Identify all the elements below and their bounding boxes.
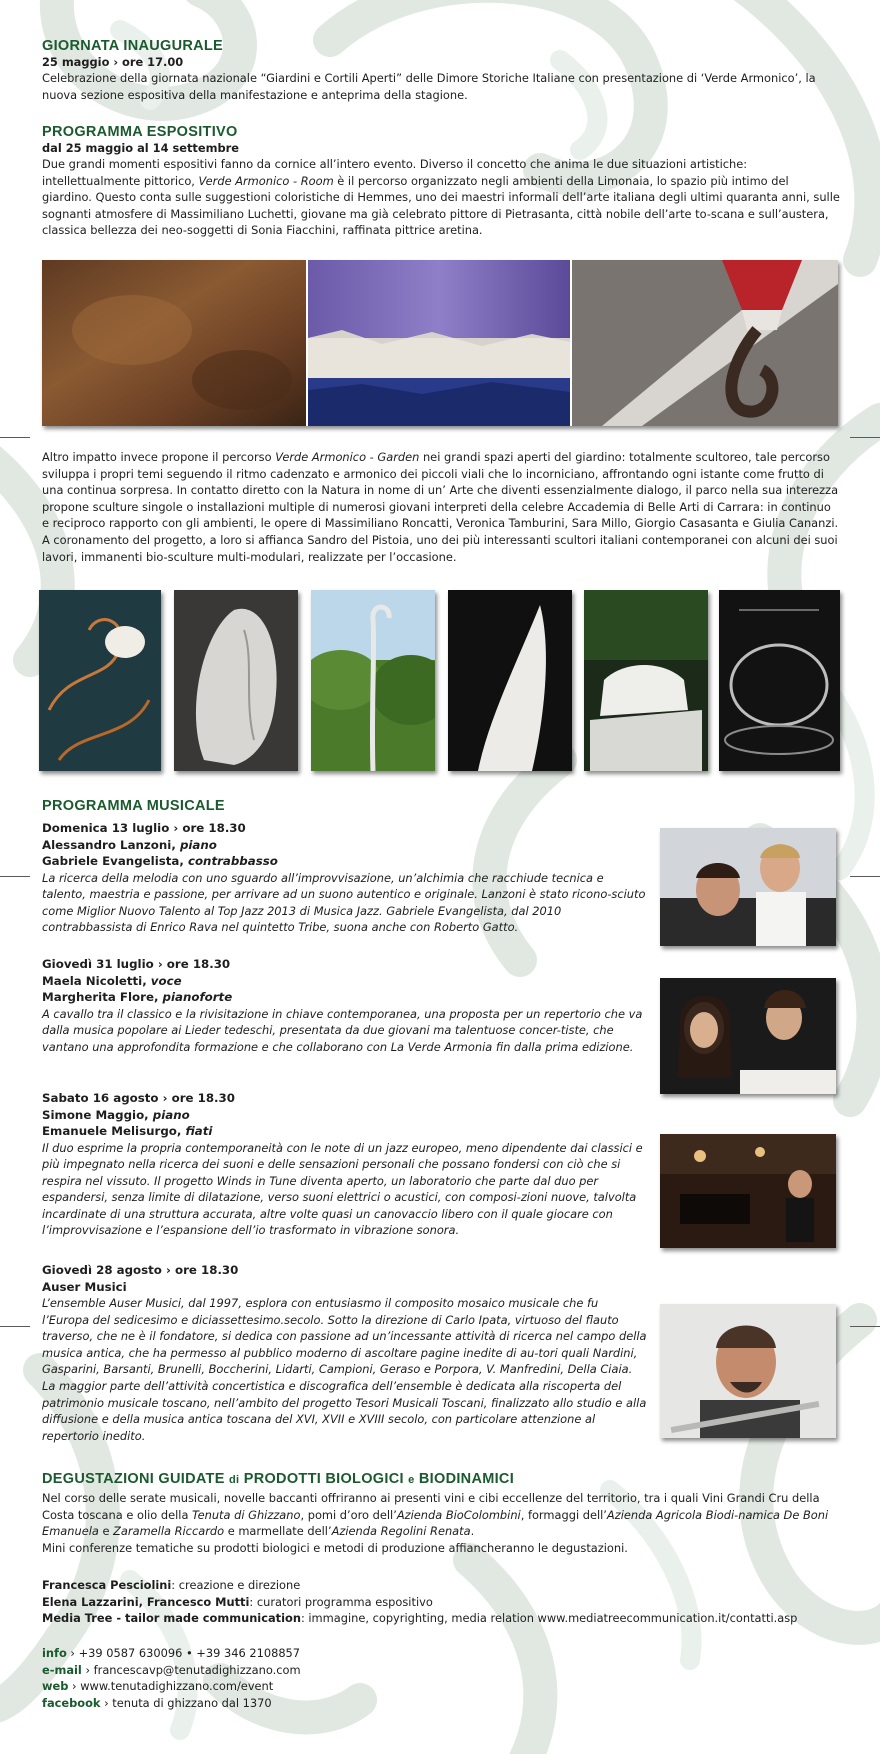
music-event-4 [42,1262,648,1444]
italic-text: Azienda Agricola Biodi-namica De Boni Emanuela [42,1507,829,1539]
event-title-line [42,820,648,837]
italic-text: Tenuta di Ghizzano [192,1507,301,1522]
contact-value[interactable]: › www.tenutadighizzano.com/event [68,1679,274,1693]
italic-text: piano [152,1107,190,1122]
tasting-text-conferences: Mini conferenze tematiche su prodotti biologici e metodi di produzione affiancheranno le degustazioni. [42,1540,628,1555]
section-text: Celebrazione della giornata nazionale “Giardini e Cortili Aperti” delle Dimore Storiche Italiane con presentazione di ‘Verde Armonico’, la nuova sezione espositiva della manifestazione e anteprima della stagione. [42,71,816,102]
music-event-2 [42,956,648,1055]
small-text: e [408,1474,415,1486]
text-segment: Auser Musici [42,1279,127,1294]
event-title-line [42,956,648,973]
text-segment: Giovedì 28 agosto › ore 18.30 [42,1263,239,1277]
margin-separator [850,437,880,438]
section-heading [42,1471,842,1487]
event-photo-nicoletti-flore [660,978,836,1094]
music-event-1 [42,820,648,936]
contact-label: e-mail [42,1662,82,1677]
text-segment: , formaggi dell’ [520,1507,607,1522]
sculpture-photo-6 [719,590,840,771]
contact-label: facebook [42,1695,101,1710]
contact-value[interactable]: › francescavp@tenutadighizzano.com [81,1662,301,1677]
exhibition-paragraph-room [42,156,840,239]
contact-value[interactable]: › tenuta di ghizzano dal 1370 [100,1695,272,1710]
tasting-text [42,1490,842,1540]
exhibition-dates: dal 25 maggio al 14 settembre [42,141,239,155]
sculpture-photo-3 [311,590,435,771]
margin-separator [0,1326,30,1327]
event-description [42,870,648,936]
italic-text: Azienda Regolini Renata [331,1524,471,1539]
tasting-section [42,1471,842,1556]
event-description [42,1140,648,1240]
credit-role: : immagine, copyrighting, media relation www.mediatreecommunication.it/contatti.asp [300,1611,798,1626]
event-performer [42,1123,648,1140]
italic-text: voce [150,973,182,988]
text-segment: Domenica 13 luglio › ore 18.30 [42,821,246,835]
italic-text: Zaramella Riccardo [113,1524,225,1539]
text-segment: e marmellate dell’ [224,1524,332,1539]
contact-value: › +39 0587 630096 • +39 346 2108857 [66,1646,301,1660]
event-title-line [42,1262,648,1279]
contact-label: web [42,1679,69,1693]
event-performer [42,853,648,870]
text-segment: Sabato 16 agosto › ore 18.30 [42,1091,235,1105]
credit-line [42,1594,842,1611]
text-segment: Simone Maggio, [42,1107,153,1122]
event-description [42,1006,648,1056]
event-performer [42,973,648,990]
sculpture-photo-2 [174,590,298,771]
painting-hemmes-image [42,260,306,426]
event-title-line [42,1090,648,1107]
credits-block [42,1577,842,1627]
text-segment: Giovedì 31 luglio › ore 18.30 [42,957,231,971]
text-segment: PRODOTTI BIOLOGICI [239,1471,409,1487]
italic-text: Verde Armonico - Room [198,173,334,188]
text-segment: DEGUSTAZIONI GUIDATE [42,1471,230,1487]
text-segment: L’ensemble Auser Musici, dal 1997, esplora con entusiasmo il composito mosaico musicale che fu l’Europa del sedicesimo e diciassettesimo.secolo. Sotto la direzione di Carlo Ipata, virtuoso del flauto traverso, che ne è il fondatore, si dedica con passione ad un’incessante attività di ricerca nel campo della musica antica, che ha permesso al pubblico moderno di ascoltare pagine inedite di au-tori quali Nardini, Gasparini, Barsanti, Brunelli, Boccherini, Lidarti, Campioni, Geraso e Porpora, V. Manfredini, Della Ciaia. La maggior parte dell’attività concertistica e discografica dell’ensemble è dedicata alla riscoperta del patrimonio musicale toscano, nell’ambito del progetto Tesori Musicali Toscani, finalizzato allo studio e alla diffusione e della musica antica toscana del XVI, XVII e XVIII secolo, con particolare attenzione al repertorio inedito. [42,1296,647,1443]
italic-text: pianoforte [162,990,233,1004]
section-heading: PROGRAMMA ESPOSITIVO [42,124,238,140]
section-heading: PROGRAMMA MUSICALE [42,798,225,814]
exhibition-paragraph-garden [42,449,840,565]
credit-name: Elena Lazzarini, Francesco Mutti [42,1594,250,1609]
event-performer [42,1107,648,1124]
text-segment: Gabriele Evangelista, [42,854,188,868]
small-text: di [229,1474,240,1486]
margin-separator [0,437,30,438]
text-segment: BIODINAMICI [414,1471,515,1487]
text-segment: è il percorso organizzato negli ambienti della Limonaia, lo spazio più intimo del giardino. Questo conta sulle suggestioni coloristiche di Hemmes, uno dei maestri informali dell’arte italiana degli ultimi quaranta anni, sulle sognanti atmosfere di Massimiliano Luchetti, giovane ma già celebrato pittore di Pietrasanta, città nobile dell’arte to-scana e sull’austera, classica bellezza dei neo-soggetti di Sonia Fiacchini, raffinata pittrice aretina. [42,173,840,238]
text-segment: e [98,1524,114,1539]
italic-text: Verde Armonico - Garden [275,450,420,464]
credit-line [42,1610,842,1627]
event-photo-lanzoni-evangelista [660,828,836,946]
credit-name: Francesca Pesciolini [42,1578,172,1592]
italic-text: fiati [185,1124,213,1138]
text-segment: Margherita Flore, [42,990,163,1004]
credit-name: Media Tree - tailor made communication [42,1611,301,1626]
text-segment: , pomi d’oro dell’ [300,1507,397,1522]
exhibition-section [42,124,840,239]
section-heading: GIORNATA INAUGURALE [42,38,224,54]
event-description [42,1295,648,1444]
music-event-3 [42,1090,648,1239]
inaugural-section [42,38,838,103]
text-segment: . [470,1524,475,1539]
sculpture-photo-4 [448,590,572,771]
event-photo-auser-musici [660,1304,836,1438]
margin-separator [850,1326,880,1327]
credit-line [42,1577,842,1594]
text-segment: Altro impatto invece propone il percorso [42,450,276,464]
text-segment: Maela Nicoletti, [42,973,151,988]
painting-fiacchini-image [572,260,838,426]
italic-text: piano [179,837,217,852]
text-segment: Emanuele Melisurgo, [42,1124,186,1138]
text-segment: Nel corso delle serate musicali, novelle baccanti offriranno ai presenti vini e cibi eccellenze del territorio, tra i quali Vini Grandi Cru della Costa toscana e olio della [42,1491,820,1522]
contact-label: info [42,1646,67,1660]
contact-email[interactable] [42,1662,642,1679]
text-segment: nei grandi spazi aperti del giardino: totalmente scultoreo, tale percorso sviluppa i propri temi seguendo il ritmo cadenzato e armonico dei piccoli viali che lo incorniciano, affrontando ogni istante come frutto di una continua sorpresa. In contatto diretto con la Natura in nome di un’ Arte che diventi essenzialmente dialogo, il parco nella sua interezza propone sculture singole o installazioni multiple di numerosi giovani interpreti della celebre Accademia di Belle Arti di Carrara: in continuo e reciproco rapporto con gli ambienti, le opere di Massimiliano Roncatti, Veronica Tamburini, Sara Millo, Giorgio Casasanta e Giulia Cananzi. A coronamento del progetto, a loro si affianca Sandro del Pistoia, uno dei più interessanti scultori italiani contemporanei con alcuni dei suoi lavori, immanenti bio-sculture multi-modulari, realizzate per l’occasione. [42,450,839,564]
text-segment: Alessandro Lanzoni, [42,837,180,852]
event-performer [42,989,648,1006]
credit-role: : curatori programma espositivo [249,1594,433,1609]
contacts-block [42,1645,642,1711]
sculpture-photo-1 [39,590,161,771]
margin-separator [0,876,30,877]
italic-text: Azienda BioColombini [396,1507,521,1522]
event-performer [42,837,648,854]
contact-info [42,1645,642,1662]
italic-text: contrabbasso [187,854,278,868]
text-segment: Il duo esprime la propria contemporaneità con le note di un jazz europeo, meno dipendente dai classici e più impegnato nella ricerca dei suoni e delle sensazioni personali che possano fondersi con ciò che si respira nel vissuto. Il progetto Winds in Tune diventa aperto, un laboratorio che parte dal duo per espandersi, senza limite di dilatazione, verso suoni elettrici o acustici, con composi-zioni nuove, talvolta incardinate di una struttura accurata, altre volte quasi un canovaccio libero con il quale giocare con l’improvvisazione e l’espansione dell’io trasformato in vibrazione sonora. [42,1140,643,1238]
contact-web[interactable] [42,1678,642,1695]
exhibition-garden-section [42,449,840,565]
painting-luchetti-image [308,260,570,426]
text-segment: A cavallo tra il classico e la rivisitazione in chiave contemporanea, una proposta per un repertorio che va dalla musica popolare ai Lieder tedeschi, presentata da due giovani ma talentuose concer-tiste, che vantano una approfondita formazione e che collaborano con La Verde Armonia fin dalla prima edizione. [42,1006,643,1054]
event-photo-maggio-melisurgo [660,1134,836,1248]
music-section [42,798,662,814]
sculpture-photo-5 [584,590,708,771]
contact-facebook[interactable] [42,1695,642,1712]
text-segment: La ricerca della melodia con uno sguardo all’improvvisazione, un’alchimia che racchiude tecnica e talento, maestria e passione, per arrivare ad un suono autentico e originale. Lanzoni è stato ricono-sciuto come Miglior Nuovo Talento al Top Jazz 2013 di Musica Jazz. Gabriele Evangelista, dal 2010 contrabbassista di Enrico Rava nel quintetto Tribe, suona anche con Roberto Gatto. [42,870,646,935]
margin-separator [850,876,880,877]
text-segment: Due grandi momenti espositivi fanno da cornice all’intero evento. Diverso il concetto che anima le due situazioni artistiche: intellettualmente pittorico, [42,157,748,188]
credit-role: : creazione e direzione [171,1578,301,1592]
painting-photos-strip [42,260,838,426]
event-date: 25 maggio › ore 17.00 [42,55,184,69]
event-performer [42,1279,648,1296]
